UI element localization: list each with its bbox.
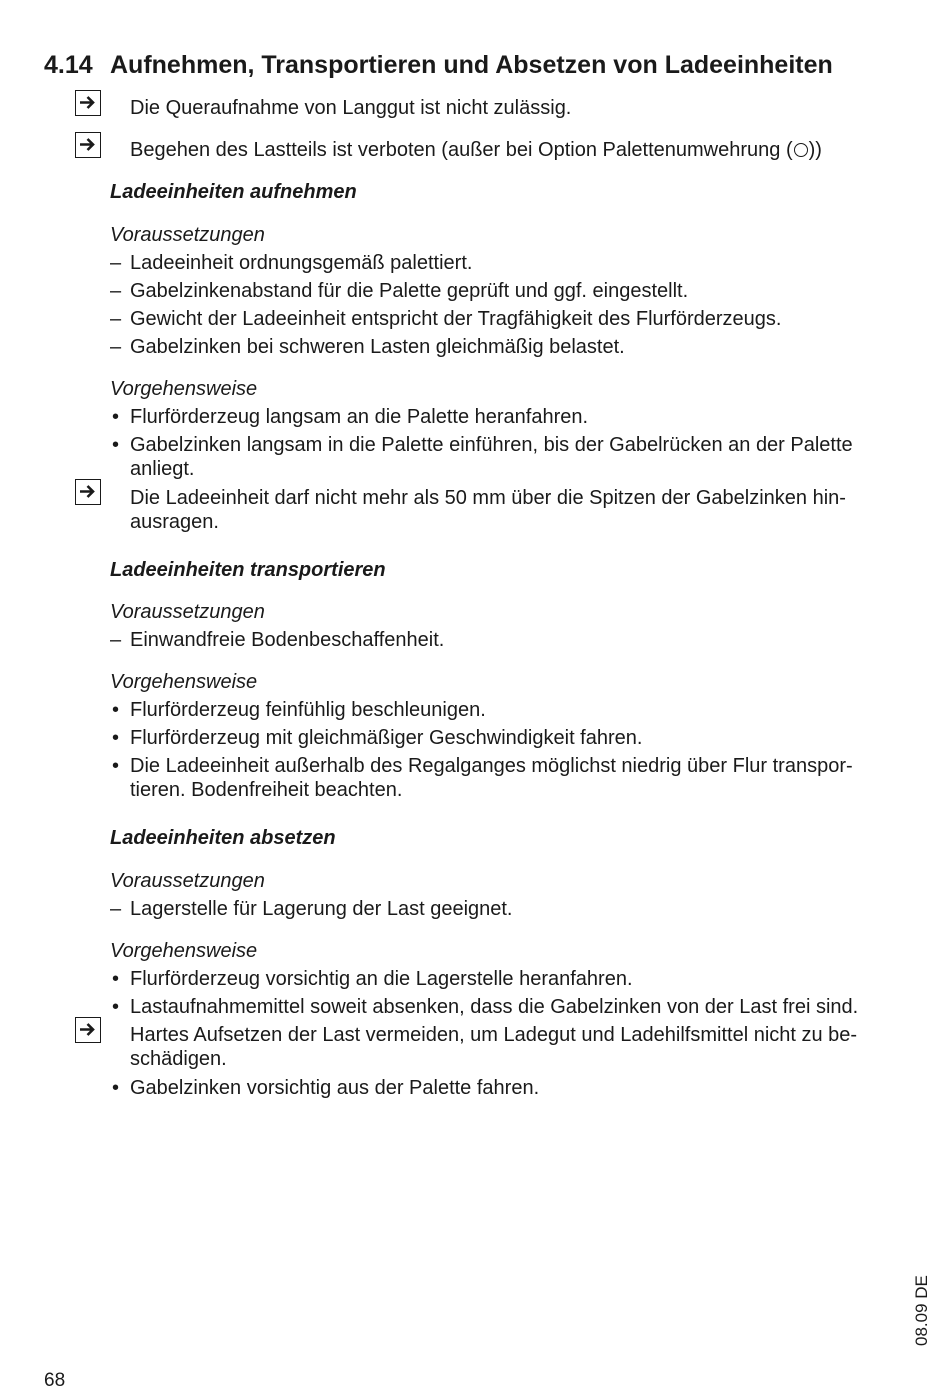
- dash-marker: –: [110, 308, 122, 330]
- arrow-note-icon: [75, 132, 101, 158]
- bullet-marker: •: [112, 968, 120, 990]
- dash-marker: –: [110, 629, 122, 651]
- dash-marker: –: [110, 280, 122, 302]
- list-item: Flurförderzeug feinfühlig beschleunigen.: [130, 699, 486, 721]
- list-item: Gabelzinken vorsichtig aus der Palette fahren.: [130, 1077, 540, 1099]
- arrow-note-icon: [75, 1017, 101, 1043]
- dash-marker: –: [110, 252, 122, 274]
- circle-option-icon: [794, 143, 808, 157]
- note-text: ausragen.: [130, 511, 219, 533]
- subsection-title: Ladeeinheiten transportieren: [110, 559, 386, 581]
- note-text-part: )): [808, 139, 822, 161]
- list-item: Gabelzinkenabstand für die Palette geprüft und ggf. eingestellt.: [130, 280, 689, 302]
- dash-marker: –: [110, 898, 122, 920]
- vorgehensweise-label: Vorgehensweise: [110, 940, 258, 962]
- list-item: Lagerstelle für Lagerung der Last geeignet.: [130, 898, 513, 920]
- list-item: Einwandfreie Bodenbeschaffenheit.: [130, 629, 445, 651]
- list-item: Ladeeinheit ordnungsgemäß palettiert.: [130, 252, 473, 274]
- list-item: Flurförderzeug vorsichtig an die Lagerstelle heranfahren.: [130, 968, 633, 990]
- subsection-title: Ladeeinheiten absetzen: [110, 827, 336, 849]
- page-number: 68: [44, 1370, 66, 1391]
- list-item: Die Ladeeinheit außerhalb des Regalganges möglichst niedrig über Flur transpor-: [130, 755, 853, 777]
- vorgehensweise-label: Vorgehensweise: [110, 671, 258, 693]
- note-text: [130, 138, 822, 162]
- bullet-marker: •: [112, 727, 120, 749]
- list-item: Gabelzinken bei schweren Lasten gleichmäßig belastet.: [130, 336, 625, 358]
- bullet-marker: •: [112, 1077, 120, 1099]
- list-item: Gewicht der Ladeeinheit entspricht der Tragfähigkeit des Flurförderzeugs.: [130, 308, 782, 330]
- vorgehensweise-label: Vorgehensweise: [110, 378, 258, 400]
- bullet-marker: •: [112, 996, 120, 1018]
- edition-date: 08.09 DE: [912, 1275, 931, 1346]
- bullet-marker: •: [112, 755, 120, 777]
- arrow-note-icon: [75, 479, 101, 505]
- section-number: 4.14: [44, 51, 93, 79]
- dash-marker: –: [110, 336, 122, 358]
- bullet-marker: •: [112, 406, 120, 428]
- list-item-continuation: anliegt.: [130, 458, 195, 480]
- note-text: Die Ladeeinheit darf nicht mehr als 50 mm über die Spitzen der Gabelzinken hin-: [130, 487, 846, 509]
- list-item: Flurförderzeug langsam an die Palette heranfahren.: [130, 406, 589, 428]
- note-text: Hartes Aufsetzen der Last vermeiden, um Ladegut und Ladehilfsmittel nicht zu be-: [130, 1024, 858, 1046]
- list-item-continuation: tieren. Bodenfreiheit beachten.: [130, 779, 403, 801]
- voraussetzungen-label: Voraussetzungen: [110, 224, 265, 246]
- list-item: Lastaufnahmemittel soweit absenken, dass die Gabelzinken von der Last frei sind.: [130, 996, 859, 1018]
- arrow-note-icon: [75, 90, 101, 116]
- note-text: Die Queraufnahme von Langgut ist nicht zulässig.: [130, 97, 572, 119]
- bullet-marker: •: [112, 699, 120, 721]
- note-text-part: Begehen des Lastteils ist verboten (außer bei Option Palettenumwehrung (: [130, 139, 793, 161]
- note-text: schädigen.: [130, 1048, 227, 1070]
- voraussetzungen-label: Voraussetzungen: [110, 601, 265, 623]
- list-item: Flurförderzeug mit gleichmäßiger Geschwindigkeit fahren.: [130, 727, 643, 749]
- bullet-marker: •: [112, 434, 120, 456]
- list-item: Gabelzinken langsam in die Palette einführen, bis der Gabelrücken an der Palette: [130, 434, 853, 456]
- section-title: Aufnehmen, Transportieren und Absetzen von Ladeeinheiten: [110, 51, 833, 79]
- subsection-title: Ladeeinheiten aufnehmen: [110, 181, 357, 203]
- voraussetzungen-label: Voraussetzungen: [110, 870, 265, 892]
